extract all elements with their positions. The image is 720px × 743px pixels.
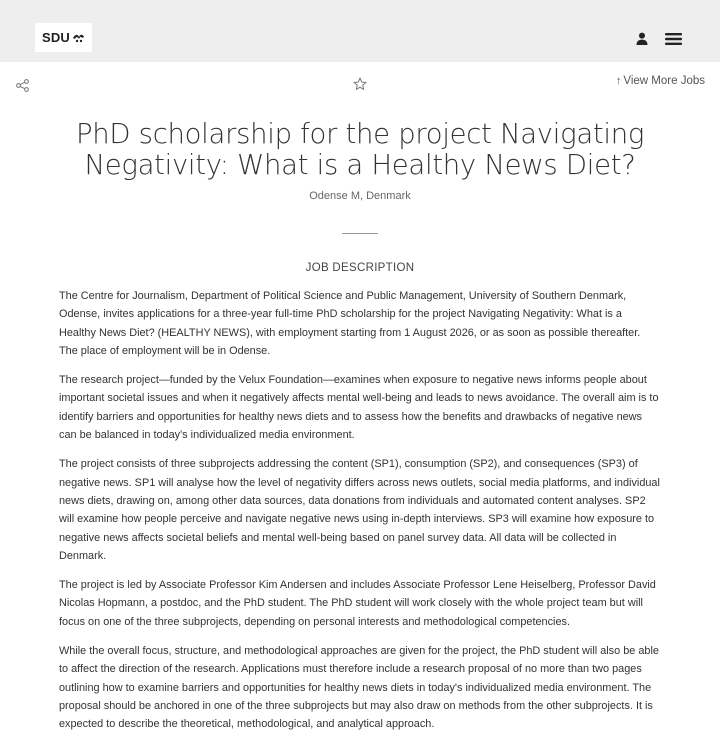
view-more-jobs-label: View More Jobs — [623, 75, 705, 87]
job-description — [59, 287, 661, 743]
logo-mark-icon — [72, 32, 85, 43]
job-location: Odense M, Denmark — [309, 190, 411, 202]
logo-text: SDU — [41, 30, 71, 45]
sdu-logo[interactable] — [35, 23, 92, 52]
hamburger-menu-icon[interactable] — [665, 31, 682, 45]
description-paragraph: The Centre for Journalism, Department of Political Science and Public Management, University of Southern Denmark, Odense, invites applications for a three-year full-time PhD scholarship for the project Navigating Negativity: What is a Healthy News Diet? (HEALTHY NEWS), with employment starting from 1 August 2026, or as soon as possible thereafter. The place of employment will be in Odense. — [59, 290, 641, 357]
description-paragraph: The project consists of three subprojects addressing the content (SP1), consumption (SP2), and consequences (SP3) of negative news. SP1 will analyse how the level of negativity differs across news outlets, social media platforms, and individual news diets, drawing on, among other data sources, data donations from individuals and automated content analyses. SP2 will examine how people perceive and navigate negative news using in-depth interviews. SP3 will examine how exposure to negative news affects societal beliefs and mental well-being based on panel survey data. All data will be collected in Denmark. — [59, 458, 660, 562]
top-header-bar — [0, 0, 720, 62]
section-heading: JOB DESCRIPTION — [305, 262, 415, 274]
view-more-jobs-link[interactable] — [616, 75, 705, 87]
user-icon[interactable] — [636, 31, 648, 45]
arrow-up-icon: ↑ — [615, 75, 622, 87]
description-paragraph: While the overall focus, structure, and methodological approaches are given for the project, the PhD student will also be able to affect the direction of the research. Applications must therefore include a research proposal of no more than two pages outlining how to examine barriers and opportunities for healthy news diets in today's individualized media environment. The proposal should be anchored in one of the three subprojects but may also draw on methods from the other subprojects. It is expected to describe the theoretical, methodological, and analytical approach. — [59, 645, 659, 731]
job-title: PhD scholarship for the project Navigating Negativity: What is a Healthy News Diet? — [75, 118, 645, 181]
description-paragraph: The project is led by Associate Professor Kim Andersen and includes Associate Professor Lene Heiselberg, Professor David Nicolas Hopmann, a postdoc, and the PhD student. The PhD student will work closely with the whole project team but will focus on one of the three subprojects, depending on personal interests and methodological competencies. — [59, 579, 656, 628]
share-icon[interactable] — [16, 77, 29, 90]
title-divider — [342, 233, 378, 234]
description-paragraph: The research project—funded by the Velux Foundation—examines when exposure to negative news informs people about important societal issues and when it negatively affects mental well-being and leads to news avoidance. The overall aim is to identify barriers and opportunities for healthy news diets and to assess how the benefits and drawbacks of negative news can be balanced in today's individualized media environment. — [59, 374, 659, 442]
star-outline-icon[interactable] — [353, 76, 367, 90]
